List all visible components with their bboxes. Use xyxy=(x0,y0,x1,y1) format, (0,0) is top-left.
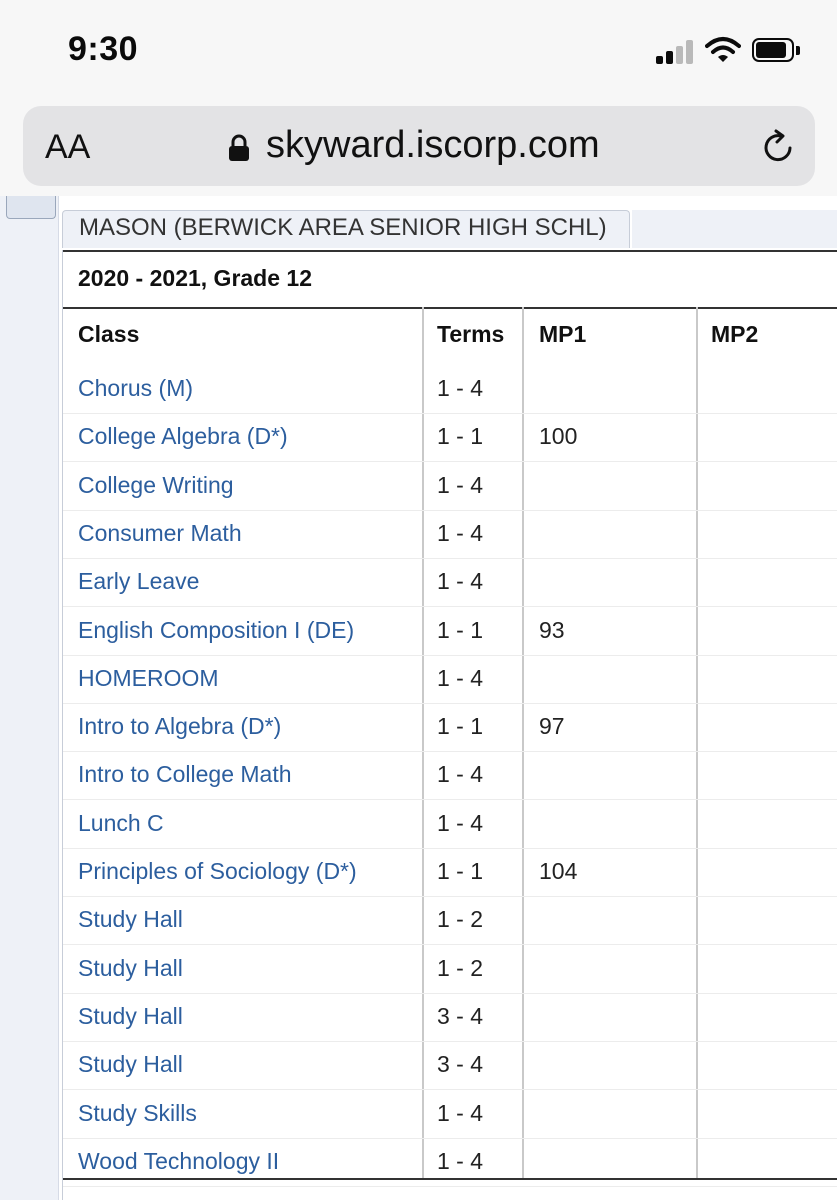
left-gutter xyxy=(0,196,59,1200)
address-bar[interactable] xyxy=(23,106,815,186)
terms-cell: 1 - 4 xyxy=(437,519,484,546)
class-link[interactable]: Wood Technology II xyxy=(78,1147,280,1174)
terms-cell: 1 - 4 xyxy=(437,1099,484,1126)
class-link[interactable]: Intro to College Math xyxy=(78,761,292,788)
status-bar xyxy=(0,0,837,100)
table-row xyxy=(63,848,837,897)
terms-cell: 1 - 4 xyxy=(437,809,484,836)
school-tab[interactable] xyxy=(62,210,630,248)
table-row xyxy=(63,993,837,1042)
year-header xyxy=(63,250,837,309)
text-size-button[interactable]: AA xyxy=(45,128,91,166)
table-bottom-rule xyxy=(63,1178,837,1180)
table-row xyxy=(63,751,837,800)
mp1-grade-cell: 104 xyxy=(539,858,578,884)
class-link[interactable]: Principles of Sociology (D*) xyxy=(78,858,357,884)
lock-icon xyxy=(228,134,250,162)
mp1-grade-cell: 93 xyxy=(539,616,565,643)
table-row xyxy=(63,896,837,945)
terms-cell: 3 - 4 xyxy=(437,1002,484,1029)
class-link[interactable]: Early Leave xyxy=(78,568,200,595)
table-row xyxy=(63,945,837,994)
grades-panel xyxy=(62,250,837,1200)
column-header-terms: Terms xyxy=(437,321,505,347)
terms-cell: 1 - 4 xyxy=(437,568,484,595)
cellular-signal-icon xyxy=(656,38,696,64)
status-time: 9:30 xyxy=(68,30,139,68)
table-row xyxy=(63,1041,837,1090)
class-link[interactable]: Lunch C xyxy=(78,809,164,836)
table-row xyxy=(63,607,837,656)
terms-cell: 3 - 4 xyxy=(437,1051,484,1078)
column-header-class: Class xyxy=(78,321,140,347)
class-link[interactable]: Study Hall xyxy=(78,1002,183,1029)
terms-cell: 1 - 4 xyxy=(437,664,484,691)
terms-cell: 1 - 4 xyxy=(437,761,484,788)
table-row xyxy=(63,462,837,511)
terms-cell: 1 - 2 xyxy=(437,954,484,981)
tab-strip xyxy=(632,210,837,248)
class-link[interactable]: Intro to Algebra (D*) xyxy=(78,713,282,740)
class-link[interactable]: College Writing xyxy=(78,471,234,498)
class-link[interactable]: HOMEROOM xyxy=(78,664,219,691)
year-header-label: 2020 - 2021, Grade 12 xyxy=(78,265,312,291)
terms-cell: 1 - 4 xyxy=(437,471,484,498)
table-row xyxy=(63,365,837,414)
table-row xyxy=(63,703,837,752)
table-row xyxy=(63,655,837,704)
terms-cell: 1 - 1 xyxy=(437,713,484,740)
terms-cell: 1 - 1 xyxy=(437,616,484,643)
column-header-mp1: MP1 xyxy=(539,321,587,347)
terms-cell: 1 - 4 xyxy=(437,375,484,401)
class-link[interactable]: Study Skills xyxy=(78,1099,197,1126)
battery-icon xyxy=(752,38,804,64)
column-header-mp2: MP2 xyxy=(711,321,759,347)
page-content xyxy=(0,196,837,1200)
terms-cell: 1 - 1 xyxy=(437,858,484,884)
class-link[interactable]: Study Hall xyxy=(78,954,183,981)
class-link[interactable]: English Composition I (DE) xyxy=(78,616,355,643)
mp1-grade-cell: 100 xyxy=(539,423,578,450)
table-row xyxy=(63,413,837,462)
school-tab-label: MASON (BERWICK AREA SENIOR HIGH SCHL) xyxy=(79,214,607,241)
class-link[interactable]: Chorus (M) xyxy=(78,375,194,401)
terms-cell: 1 - 2 xyxy=(437,906,484,933)
class-link[interactable]: Study Hall xyxy=(78,906,183,933)
table-row xyxy=(63,1090,837,1139)
wifi-icon xyxy=(705,36,741,64)
mp1-grade-cell: 97 xyxy=(539,713,565,740)
gutter-tab[interactable] xyxy=(6,196,56,219)
table-row xyxy=(63,800,837,849)
terms-cell: 1 - 1 xyxy=(437,423,484,450)
class-link[interactable]: Study Hall xyxy=(78,1051,183,1078)
table-row xyxy=(63,510,837,559)
class-link[interactable]: Consumer Math xyxy=(78,519,242,546)
url-text[interactable]: skyward.iscorp.com xyxy=(266,124,600,166)
reload-icon[interactable] xyxy=(759,128,797,166)
table-row xyxy=(63,558,837,607)
class-link[interactable]: College Algebra (D*) xyxy=(78,423,288,450)
terms-cell: 1 - 4 xyxy=(437,1147,484,1174)
